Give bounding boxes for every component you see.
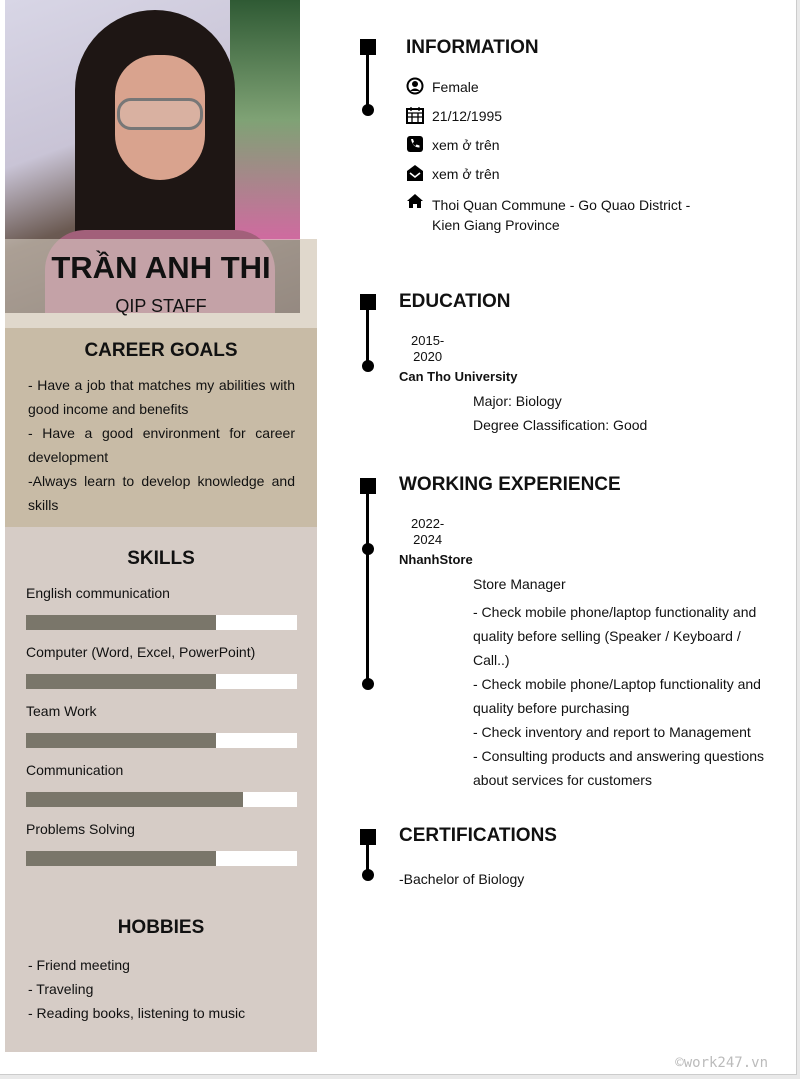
skill-level-fill (26, 674, 216, 689)
timeline-square-icon (360, 478, 376, 494)
duty-line: - Check mobile phone/Laptop functionality and (473, 676, 761, 692)
year-start: 2015- (411, 333, 445, 348)
timeline-square-icon (360, 829, 376, 845)
timeline-dot-icon (362, 869, 374, 881)
timeline-dot-icon (362, 360, 374, 372)
goal-item: - Have a job that matches my abilities with good income and benefits (28, 377, 295, 417)
skill-level-bar (26, 615, 297, 630)
timeline-line (366, 55, 369, 110)
address-line: Thoi Quan Commune - Go Quao District - (432, 197, 691, 213)
timeline-line (366, 310, 369, 365)
experience-years (411, 516, 444, 548)
major: Major: Biology (473, 393, 562, 409)
address-value (432, 195, 690, 235)
duty-line: quality before selling (Speaker / Keyboard / (473, 628, 741, 644)
home-icon (406, 193, 424, 211)
information-heading: INFORMATION (406, 37, 539, 58)
skill-level-bar (26, 851, 297, 866)
skill-label: Problems Solving (26, 821, 135, 837)
skill-level-fill (26, 615, 216, 630)
duty-line: Call..) (473, 652, 510, 668)
phone-value: xem ở trên (432, 137, 500, 153)
skill-label: Computer (Word, Excel, PowerPoint) (26, 644, 256, 660)
skill-label: Communication (26, 762, 124, 778)
hobbies-list (28, 953, 245, 1025)
full-name: TRẦN ANH THI (51, 250, 271, 285)
timeline-square-icon (360, 294, 376, 310)
timeline-dot-icon (362, 104, 374, 116)
year-start: 2022- (411, 516, 445, 531)
timeline-dot-icon (362, 678, 374, 690)
birthday-value: 21/12/1995 (432, 108, 503, 124)
duty-line: quality before purchasing (473, 700, 630, 716)
hobby-item: - Reading books, listening to music (28, 1005, 246, 1021)
timeline-dot-icon (362, 543, 374, 555)
hobby-item: - Friend meeting (28, 957, 130, 973)
duties-list (473, 600, 764, 792)
duty-line: - Check inventory and report to Management (473, 724, 751, 740)
skill-level-bar (26, 674, 297, 689)
skills-heading: SKILLS (127, 548, 195, 569)
skill-level-bar (26, 733, 297, 748)
position: Store Manager (473, 576, 566, 592)
gender-value: Female (432, 79, 479, 95)
calendar-icon (406, 106, 424, 124)
timeline-square-icon (360, 39, 376, 55)
year-end: 2024 (413, 532, 443, 547)
skill-label: English communication (26, 585, 170, 601)
duty-line: - Check mobile phone/laptop functionality and (473, 604, 757, 620)
skill-level-fill (26, 851, 216, 866)
certifications-heading: CERTIFICATIONS (399, 825, 557, 846)
address-line: Kien Giang Province (432, 217, 560, 233)
degree: Degree Classification: Good (473, 417, 648, 433)
experience-heading: WORKING EXPERIENCE (399, 474, 621, 495)
education-heading: EDUCATION (399, 291, 511, 312)
certification-item: -Bachelor of Biology (399, 871, 525, 887)
email-value: xem ở trên (432, 166, 500, 182)
duty-line: - Consulting products and answering questions (473, 748, 765, 764)
timeline-line (366, 494, 369, 684)
duty-line: about services for customers (473, 772, 652, 788)
career-goals-heading: CAREER GOALS (84, 340, 238, 361)
school-name: Can Tho University (399, 369, 518, 384)
company-name: NhanhStore (399, 552, 473, 567)
year-end: 2020 (413, 349, 443, 364)
education-years (411, 333, 444, 365)
hobby-item: - Traveling (28, 981, 94, 997)
goal-item: - Have a good environment for career development (28, 425, 295, 465)
phone-icon (406, 135, 424, 153)
hobbies-heading: HOBBIES (117, 917, 205, 938)
watermark: ©work247.vn (675, 1055, 768, 1071)
skill-level-fill (26, 792, 243, 807)
career-goals-text (28, 373, 295, 517)
job-title: QIP STAFF (115, 296, 207, 316)
user-icon (406, 77, 424, 95)
skill-level-fill (26, 733, 216, 748)
envelope-open-icon (406, 164, 424, 182)
skill-level-bar (26, 792, 297, 807)
goal-item: -Always learn to develop knowledge and skills (28, 473, 295, 513)
skill-label: Team Work (26, 703, 97, 719)
